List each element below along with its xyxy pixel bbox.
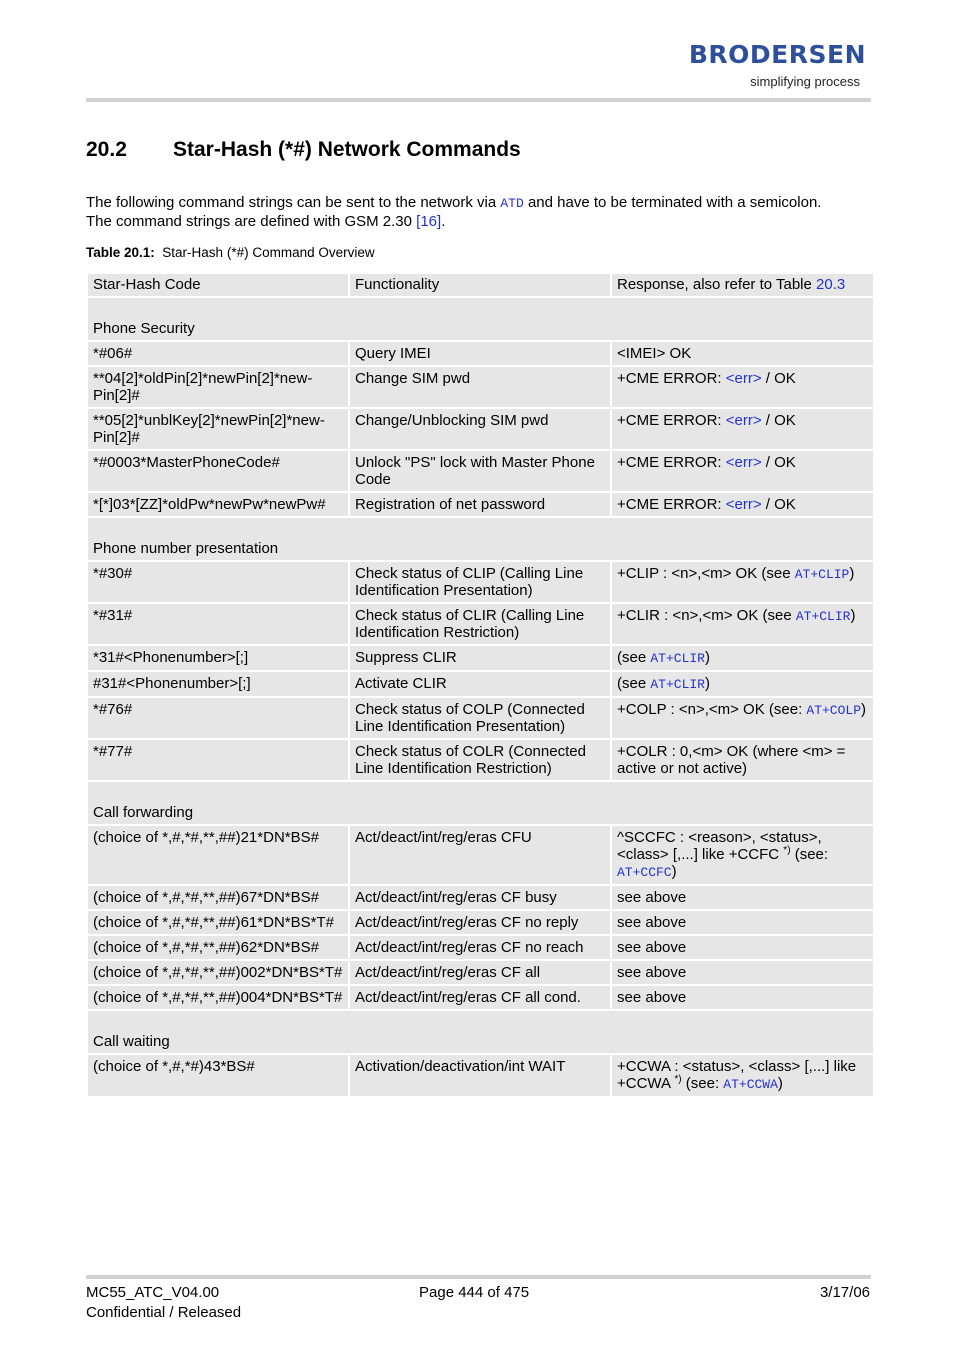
cell-code: (choice of *,#,*#,**,##)67*DN*BS#: [87, 885, 349, 910]
at-clip-link[interactable]: AT+CLIP: [794, 567, 850, 582]
footer-date: 3/17/06: [819, 1284, 870, 1301]
cell-func: Query IMEI: [349, 341, 611, 366]
intro-text: The following command strings can be sent to the network via: [86, 194, 501, 211]
cell-resp: [611, 697, 874, 739]
err-link[interactable]: <err>: [725, 412, 762, 429]
cell-resp: [611, 825, 874, 885]
resp-text: / OK: [761, 496, 796, 513]
cell-resp: [611, 1054, 874, 1097]
table-row: [87, 645, 874, 671]
cell-func: Change/Unblocking SIM pwd: [349, 408, 611, 450]
cell-code: *#77#: [87, 739, 349, 781]
star-hash-table: [86, 272, 875, 1098]
cell-resp: [611, 492, 874, 517]
resp-text: / OK: [761, 454, 796, 471]
group-label: Call waiting: [87, 1010, 874, 1054]
resp-text: +CME ERROR:: [617, 496, 726, 513]
header-divider: [86, 98, 871, 102]
cell-func: Check status of CLIR (Calling Line Identification Restriction): [349, 603, 611, 645]
cell-func: Unlock "PS" lock with Master Phone Code: [349, 450, 611, 492]
table-row: [87, 603, 874, 645]
cell-resp: see above: [611, 885, 874, 910]
cell-code: *[*]03*[ZZ]*oldPw*newPw*newPw#: [87, 492, 349, 517]
cell-code: **05[2]*unblKey[2]*newPin[2]*new-Pin[2]#: [87, 408, 349, 450]
resp-text: / OK: [761, 412, 796, 429]
group-label: Phone Security: [87, 297, 874, 341]
resp-text: (see:: [790, 846, 829, 863]
footnote-mark: *): [674, 1074, 682, 1085]
resp-text: +CME ERROR:: [617, 370, 726, 387]
resp-text: (see:: [681, 1075, 724, 1092]
cell-code: *#31#: [87, 603, 349, 645]
reference-link[interactable]: [16]: [416, 213, 442, 230]
at-clir-link[interactable]: AT+CLIR: [650, 677, 705, 692]
cell-resp: +COLR : 0,<m> OK (where <m> = active or not active): [611, 739, 874, 781]
table-row: [87, 825, 874, 885]
header-response-text: Response, also refer to Table: [617, 276, 817, 293]
at-ccfc-link[interactable]: AT+CCFC: [617, 865, 672, 880]
at-ccwa-link[interactable]: AT+CCWA: [723, 1077, 778, 1092]
table-row: [87, 935, 874, 960]
resp-text: ): [861, 701, 867, 718]
resp-text: ): [704, 649, 710, 666]
cell-resp: [611, 645, 874, 671]
resp-text: +CLIP : <n>,<m> OK (see: [617, 565, 795, 582]
cell-code: (choice of *,#,*#,**,##)62*DN*BS#: [87, 935, 349, 960]
cell-func: Check status of COLR (Connected Line Identification Restriction): [349, 739, 611, 781]
resp-text: ): [849, 565, 855, 582]
table-row: [87, 450, 874, 492]
logo-wordmark: BRODERSEN: [688, 40, 866, 69]
cell-func: Act/deact/int/reg/eras CF busy: [349, 885, 611, 910]
resp-text: ): [850, 607, 856, 624]
cell-func: Check status of COLP (Connected Line Identification Presentation): [349, 697, 611, 739]
cell-resp: <IMEI> OK: [611, 341, 874, 366]
cell-code: (choice of *,#,*#)43*BS#: [87, 1054, 349, 1097]
intro-text: .: [441, 213, 446, 230]
caption-text: Star-Hash (*#) Command Overview: [162, 245, 375, 260]
resp-text: / OK: [761, 370, 796, 387]
resp-text: +CME ERROR:: [617, 412, 726, 429]
cell-resp: [611, 408, 874, 450]
intro-text: The command strings are defined with GSM 2.30: [86, 213, 417, 230]
resp-text: (see: [617, 675, 651, 692]
cell-resp: [611, 561, 874, 603]
table-row: [87, 341, 874, 366]
cell-func: Act/deact/int/reg/eras CF all cond.: [349, 985, 611, 1010]
at-colp-link[interactable]: AT+COLP: [806, 703, 862, 718]
footer-divider: [86, 1275, 871, 1279]
section-heading: [86, 138, 521, 162]
resp-text: +CME ERROR:: [617, 454, 726, 471]
cell-func: Suppress CLIR: [349, 645, 611, 671]
resp-text: ^SCCFC : <reason>, <status>, <class> [,...] like +CCFC: [617, 829, 822, 863]
table-ref-link[interactable]: 20.3: [816, 276, 846, 293]
atd-link[interactable]: ATD: [500, 196, 524, 211]
footnote-mark: *): [783, 845, 791, 856]
group-label: Call forwarding: [87, 781, 874, 825]
err-link[interactable]: <err>: [725, 370, 762, 387]
cell-resp: see above: [611, 935, 874, 960]
header-code: Star-Hash Code: [87, 273, 349, 297]
resp-text: (see: [617, 649, 651, 666]
cell-func: Act/deact/int/reg/eras CF no reach: [349, 935, 611, 960]
cell-code: *#0003*MasterPhoneCode#: [87, 450, 349, 492]
at-clir-link[interactable]: AT+CLIR: [650, 651, 705, 666]
section-title: Star-Hash (*#) Network Commands: [173, 138, 521, 161]
resp-text: ): [777, 1075, 783, 1092]
intro-paragraph: [86, 194, 886, 231]
group-row: [87, 781, 874, 825]
caption-label: Table 20.1:: [86, 245, 155, 260]
table-caption: [86, 245, 375, 260]
footer-page-number: Page 444 of 475: [419, 1284, 530, 1301]
cell-func: Check status of CLIP (Calling Line Identification Presentation): [349, 561, 611, 603]
resp-text: +COLP : <n>,<m> OK (see:: [617, 701, 807, 718]
table-row: [87, 366, 874, 408]
cell-func: Act/deact/int/reg/eras CF all: [349, 960, 611, 985]
cell-code: (choice of *,#,*#,**,##)002*DN*BS*T#: [87, 960, 349, 985]
err-link[interactable]: <err>: [725, 496, 762, 513]
cell-func: Activate CLIR: [349, 671, 611, 697]
footer-doc-id: MC55_ATC_V04.00: [86, 1284, 220, 1301]
cell-resp: see above: [611, 910, 874, 935]
cell-func: Activation/deactivation/int WAIT: [349, 1054, 611, 1097]
table-row: [87, 671, 874, 697]
group-label: Phone number presentation: [87, 517, 874, 561]
table-row: [87, 697, 874, 739]
cell-code: *#06#: [87, 341, 349, 366]
cell-resp: see above: [611, 985, 874, 1010]
err-link[interactable]: <err>: [725, 454, 762, 471]
table-row: [87, 885, 874, 910]
brodersen-logo: [654, 40, 866, 90]
table-row: [87, 960, 874, 985]
table-row: [87, 408, 874, 450]
cell-code: *31#<Phonenumber>[;]: [87, 645, 349, 671]
cell-code: (choice of *,#,*#,**,##)61*DN*BS*T#: [87, 910, 349, 935]
logo-tagline: simplifying process: [750, 74, 860, 89]
cell-func: Change SIM pwd: [349, 366, 611, 408]
cell-func: Act/deact/int/reg/eras CFU: [349, 825, 611, 885]
resp-text: ): [704, 675, 710, 692]
table-header-row: [87, 273, 874, 297]
section-number: 20.2: [86, 138, 127, 161]
cell-resp: [611, 366, 874, 408]
cell-func: Registration of net password: [349, 492, 611, 517]
resp-text: ): [671, 863, 677, 880]
header-response: [611, 273, 874, 297]
cell-resp: [611, 603, 874, 645]
group-row: [87, 297, 874, 341]
cell-code: (choice of *,#,*#,**,##)004*DN*BS*T#: [87, 985, 349, 1010]
table-row: [87, 910, 874, 935]
footer-left: [86, 1283, 241, 1323]
table-row: [87, 1054, 874, 1097]
cell-code: *#30#: [87, 561, 349, 603]
footer-status: Confidential / Released: [86, 1304, 242, 1321]
cell-func: Act/deact/int/reg/eras CF no reply: [349, 910, 611, 935]
table-row: [87, 492, 874, 517]
table-row: [87, 561, 874, 603]
group-row: [87, 517, 874, 561]
cell-resp: [611, 450, 874, 492]
cell-code: (choice of *,#,*#,**,##)21*DN*BS#: [87, 825, 349, 885]
cell-resp: [611, 671, 874, 697]
header-functionality: Functionality: [349, 273, 611, 297]
table-row: [87, 985, 874, 1010]
table-row: [87, 739, 874, 781]
intro-text: and have to be terminated with a semicolon.: [523, 194, 822, 211]
at-clir-link[interactable]: AT+CLIR: [795, 609, 851, 624]
resp-text: +CCWA : <status>, <class> [,...] like +CCWA: [617, 1058, 857, 1092]
cell-resp: see above: [611, 960, 874, 985]
cell-code: #31#<Phonenumber>[;]: [87, 671, 349, 697]
cell-code: *#76#: [87, 697, 349, 739]
cell-code: **04[2]*oldPin[2]*newPin[2]*new-Pin[2]#: [87, 366, 349, 408]
resp-text: +CLIR : <n>,<m> OK (see: [617, 607, 796, 624]
group-row: [87, 1010, 874, 1054]
